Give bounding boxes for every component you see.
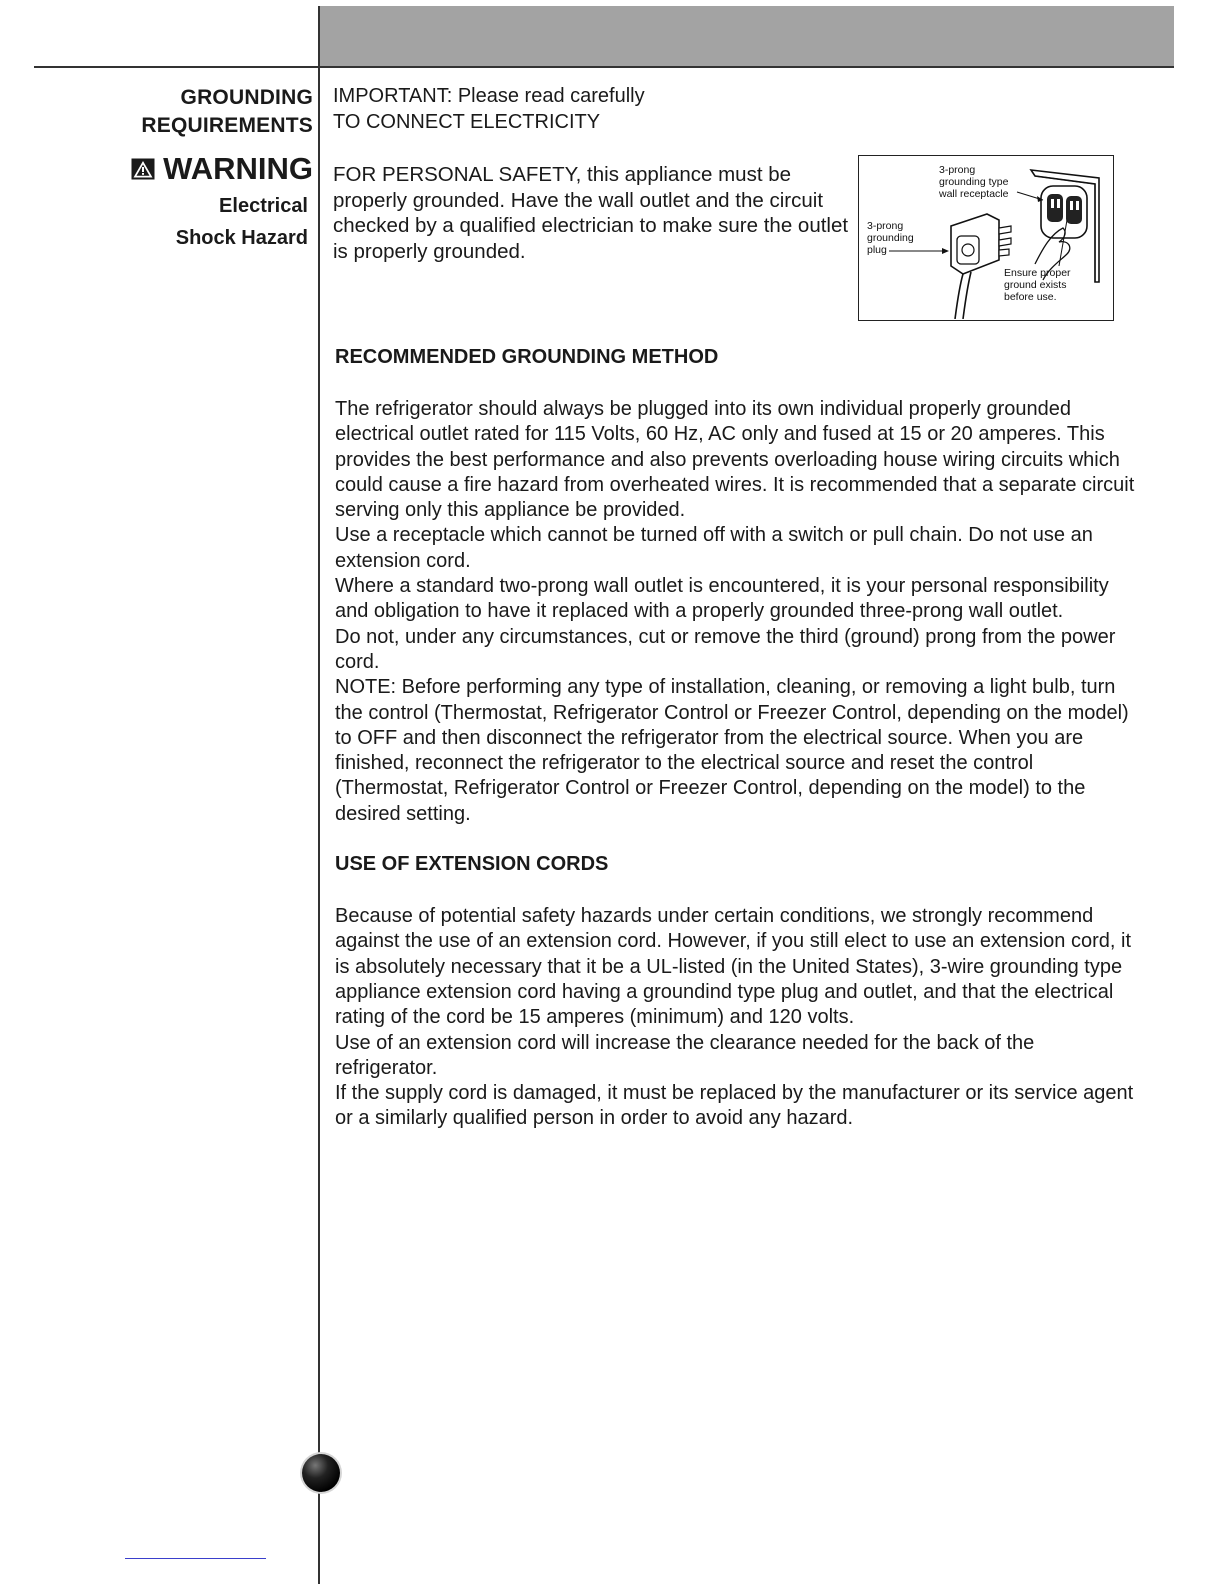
hazard-line2: Shock Hazard <box>175 227 308 249</box>
extension-paragraph-2: Use of an extension cord will increase the clearance needed for the back of the refrigerator. <box>335 1031 1035 1079</box>
plug-label-1: 3-prong <box>867 220 904 232</box>
extension-paragraph-3: If the supply cord is damaged, it must be replaced by the manufacturer or its service agent or a similarly qualified person in order to avoid any hazard. <box>335 1082 1134 1130</box>
main-content <box>335 342 1135 1132</box>
footer-line <box>125 1558 266 1559</box>
header-rule <box>34 66 1174 68</box>
warning-triangle-icon <box>131 158 155 180</box>
extension-paragraph-1: Because of potential safety hazards under certain conditions, we strongly recommend against the use of an extension cord. However, if you still elect to use an extension cord, it is absolutely necessary that it be a UL-listed (in the United States), 3-wire grounding type appliance extension cord having a groundind type plug and outlet, and that the electrical rating of the cord be 15 amperes (minimum) and 120 volts. <box>335 905 1132 1029</box>
warning-text: WARNING <box>163 151 313 186</box>
outlet-left <box>1047 194 1063 222</box>
plug-diagram <box>859 156 1112 319</box>
power-cord <box>955 274 963 319</box>
outlet-right <box>1066 196 1082 224</box>
section-title <box>141 84 313 140</box>
plug-label-2: grounding <box>867 232 914 244</box>
grounding-note-paragraph: NOTE: Before performing any type of installation, cleaning, or removing a light bulb, turn the control (Thermostat, Refrigerator Control or Freezer Control, depending on the model) to OFF and then disconnect the refrigerator from the electrical source. When you are finished, reconnect the refrigerator to the electrical source and reset the control (Thermostat, Refrigerator Control or Freezer Control, depending on the model) to the desired setting. <box>335 676 1129 825</box>
grounding-paragraph-4: Do not, under any circumstances, cut or remove the third (ground) prong from the power cord. <box>335 625 1116 673</box>
grounding-paragraph-3: Where a standard two-prong wall outlet is encountered, it is your personal responsibility and obligation to have it replaced with a properly grounded three-prong wall outlet. <box>335 575 1109 623</box>
grounding-paragraph-2: Use a receptacle which cannot be turned off with a switch or pull chain. Do not use an extension cord. <box>335 524 1093 572</box>
section-title-line2: REQUIREMENTS <box>141 114 313 137</box>
header-band <box>320 6 1174 66</box>
grounding-plug-illustration <box>858 155 1114 321</box>
important-line1: IMPORTANT: Please read carefully <box>333 85 645 107</box>
ensure-label-1: Ensure proper <box>1004 267 1071 279</box>
important-notice <box>333 83 645 135</box>
ensure-label-2: ground exists <box>1004 279 1067 291</box>
plug-label-3: plug <box>867 244 887 256</box>
section-title-line1: GROUNDING <box>180 86 313 109</box>
ensure-label-3: before use. <box>1004 291 1057 303</box>
hazard-line1: Electrical <box>219 195 308 217</box>
grounding-method-heading: RECOMMENDED GROUNDING METHOD <box>335 346 719 368</box>
receptacle-label-3: wall receptacle <box>939 188 1009 200</box>
receptacle-label-2: grounding type <box>939 176 1009 188</box>
receptacle-label-1: 3-prong <box>939 164 976 176</box>
important-line2: TO CONNECT ELECTRICITY <box>333 111 601 133</box>
plug-prong <box>999 226 1011 234</box>
page-marker-icon <box>302 1454 340 1492</box>
grounding-paragraph-1: The refrigerator should always be plugged into its own individual properly grounded electrical outlet rated for 115 Volts, 60 Hz, AC only and fused at 15 or 20 amperes. This provides the best performance and also prevents overloading house wiring circuits which could cause a fire hazard from overheated wires. It is recommended that a separate circuit serving only this appliance be provided. <box>335 398 1135 522</box>
extension-cords-heading: USE OF EXTENSION CORDS <box>335 853 609 876</box>
hazard-label <box>176 190 308 254</box>
safety-paragraph: FOR PERSONAL SAFETY, this appliance must be properly grounded. Have the wall outlet and the circuit checked by a qualified electrician to make sure the outlet is properly grounded. <box>333 163 849 263</box>
vertical-divider <box>318 6 320 1584</box>
warning-label <box>131 150 313 188</box>
